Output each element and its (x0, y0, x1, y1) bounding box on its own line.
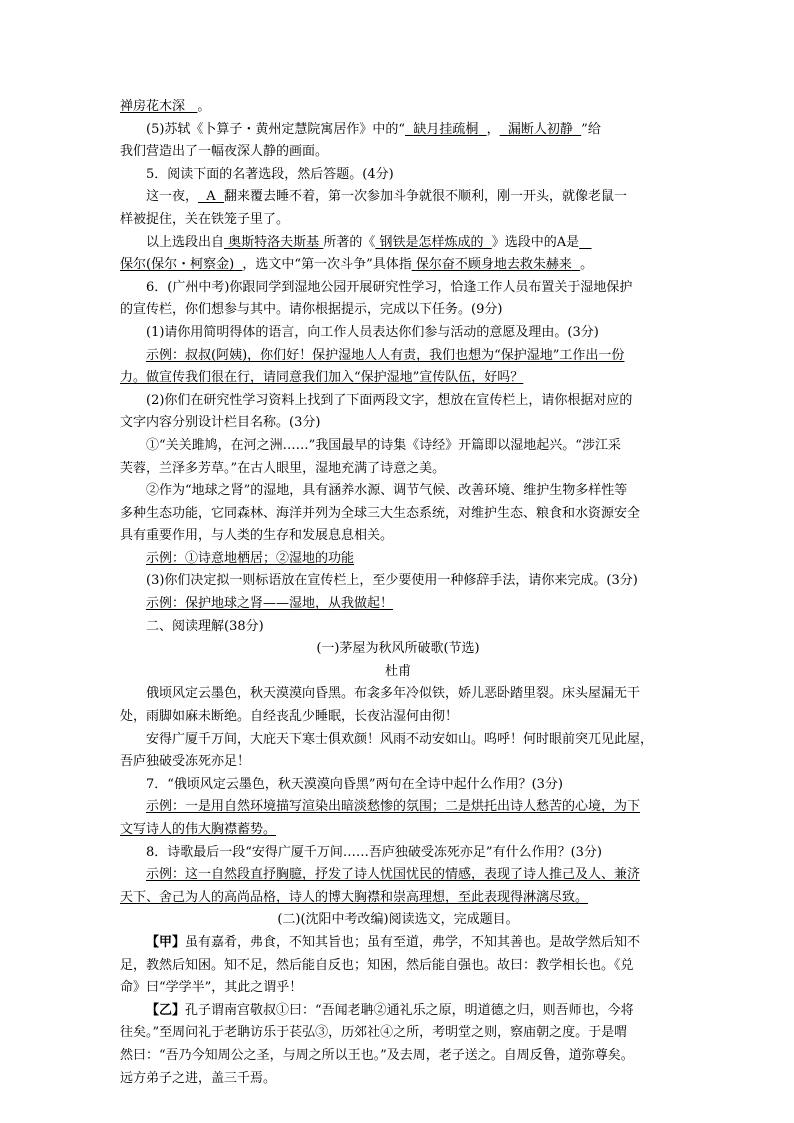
document-page (120, 96, 676, 1090)
text-line: 命》曰“学学半”，其此之谓乎！ (120, 980, 303, 996)
answer-line: 示例：保护地球之肾——湿地，从我做起！ (146, 596, 394, 612)
question-heading: 6．(广州中考)你跟同学到湿地公园开展研究性学习，恰逢工作人员布置关于湿地保护 (146, 279, 633, 295)
passage-tag: 【乙】 (146, 1002, 186, 1018)
text-line: 样被捉住，关在铁笼子里了。 (120, 211, 290, 227)
sub-question: (2)你们在研究性学习资料上找到了下面两段文字，想放在宣传栏上，请你根据对应的 (146, 392, 633, 408)
text-line: 远方弟子之进，盖三千焉。 (120, 1070, 277, 1086)
answer-line: 天下、舍己为人的高尚品格，诗人的博大胸襟和崇高理想，至此表现得淋漓尽致。 (120, 889, 589, 905)
answer-blank: 缺月挂疏桐 (413, 121, 479, 137)
answer-line: 示例：这一自然段直抒胸臆，抒发了诗人忧国忧民的情感，表现了诗人推己及人、兼济 (146, 867, 641, 883)
answer-blank: 保尔奋不顾身地去救朱赫来 (415, 257, 572, 273)
text-line: 多种生态功能，它同森林、海洋并列为全球三大生态系统，对维护生态、粮食和水资源安全 (120, 505, 641, 521)
question-heading: 7．“俄顷风定云墨色，秋天漠漠向昏黑”两句在全诗中起什么作用？(3分) (146, 776, 563, 792)
text-line: 往矣。”至周问礼于老聃访乐于苌弘③，历郊社④之所，考明堂之则，察庙朝之度。于是喟 (120, 1025, 628, 1041)
question-heading: 8．诗歌最后一段“安得广厦千万间……吾庐独破受冻死亦足”有什么作用？(3分) (146, 844, 602, 860)
answer-blank: 钢铁是怎样炼成的 (379, 234, 484, 250)
poem-author: 杜甫 (384, 663, 411, 679)
question-heading: 5．阅读下面的名著选段，然后答题。(4分) (146, 166, 394, 182)
poem-line: 处，雨脚如麻未断绝。自经丧乱少睡眠，长夜沾湿何由彻！ (120, 709, 459, 725)
answer-line: 禅房花木深 。 (120, 99, 211, 114)
text-line: 这一夜， A 翻来覆去睡不着，第一次参加斗争就很不顺利，刚一开头，就像老鼠一 (146, 189, 627, 205)
text-line: 保尔(保尔・柯察金) ，选文中“第一次斗争”具体指 保尔奋不顾身地去救朱赫来 。 (120, 257, 594, 273)
text-line: 的宣传栏，你们想参与其中。请你根据提示，完成以下任务。(9分) (120, 302, 503, 318)
answer-line: 示例：一是用自然环境描写渲染出暗淡愁惨的氛围；二是烘托出诗人愁苦的心境，为下 (146, 799, 641, 815)
sub-question: (3)你们决定拟一则标语放在宣传栏上，至少要使用一种修辞手法，请你来完成。(3分) (146, 573, 638, 589)
poem-line: 安得广厦千万间，大庇天下寒士俱欢颜！风雨不动安如山。呜呼！何时眼前突兀见此屋， (146, 731, 654, 747)
answer-blank: 漏断人初静 (507, 121, 573, 137)
text-line: 然曰：“吾乃今知周公之圣，与周之所以王也。”及去周，老子送之。自周反鲁，道弥尊矣。 (120, 1047, 634, 1063)
text-line: ②作为“地球之肾”的湿地，具有涵养水源、调节气候、改善环境、维护生物多样性等 (146, 483, 628, 499)
poem-line: 吾庐独破受冻死亦足！ (120, 754, 251, 770)
text-line: 【乙】孔子谓南宫敬叔①曰：“吾闻老聃②通礼乐之原，明道德之归，则吾师也，今将 (146, 1002, 634, 1018)
text-line: 【甲】虽有嘉肴，弗食，不知其旨也；虽有至道，弗学，不知其善也。是故学然后知不 (146, 934, 641, 950)
section-heading: (二)(沈阳中考改编)阅读选文，完成题目。 (277, 912, 519, 928)
answer-blank: A (206, 189, 216, 205)
poem-line: 俄顷风定云墨色，秋天漠漠向昏黑。布衾多年冷似铁，娇儿恶卧踏里裂。床头屋漏无干 (146, 686, 641, 702)
answer-blank: 保尔(保尔・柯察金) (120, 257, 235, 273)
text-line: ①“关关雎鸠，在河之洲……”我国最早的诗集《诗经》开篇即以湿地起兴。“涉江采 (146, 437, 621, 453)
text-line: 我们营造出了一幅夜深人静的画面。 (120, 144, 329, 160)
answer-line: 力。做宣传我们很在行，请同意我们加入“保护湿地”宣传队伍，好吗？ (120, 370, 524, 386)
answer-line: 示例：①诗意地栖居；②湿地的功能 (146, 550, 355, 566)
answer-line: 文写诗人的伟大胸襟蓄势。 (120, 822, 277, 837)
answer-blank: 禅房花木深 (120, 99, 186, 114)
text-line: 足，教然后知困。知不足，然后能自反也；知困，然后能自强也。故曰：教学相长也。《兑 (120, 957, 634, 973)
text-line: 具有重要作用，与人类的生存和发展息息相关。 (120, 528, 394, 544)
question-5-poem: (5)苏轼《卜算子・黄州定慧院寓居作》中的“ 缺月挂疏桐 ， 漏断人初静 ”给 (146, 121, 601, 137)
sub-question: (1)请你用简明得体的语言，向工作人员表达你们参与活动的意愿及理由。(3分) (146, 324, 599, 340)
answer-blank: 奥斯特洛夫斯基 (228, 234, 320, 250)
text-line: 以上选段出自 奥斯特洛夫斯基 所著的《 钢铁是怎样炼成的 》选段中的A是 (146, 234, 580, 250)
passage-tag: 【甲】 (146, 934, 186, 950)
poem-title: (一)茅屋为秋风所破歌(节选) (316, 641, 480, 657)
text-line: 文字内容分别设计栏目名称。(3分) (120, 415, 321, 431)
text-line: 芙蓉，兰泽多芳草。”在古人眼里，湿地充满了诗意之美。 (120, 460, 446, 476)
section-heading: 二、阅读理解(38分) (146, 618, 264, 634)
answer-line: 示例：叔叔(阿姨)，你们好！保护湿地人人有责，我们也想为“保护湿地”工作出一份 (146, 347, 625, 363)
